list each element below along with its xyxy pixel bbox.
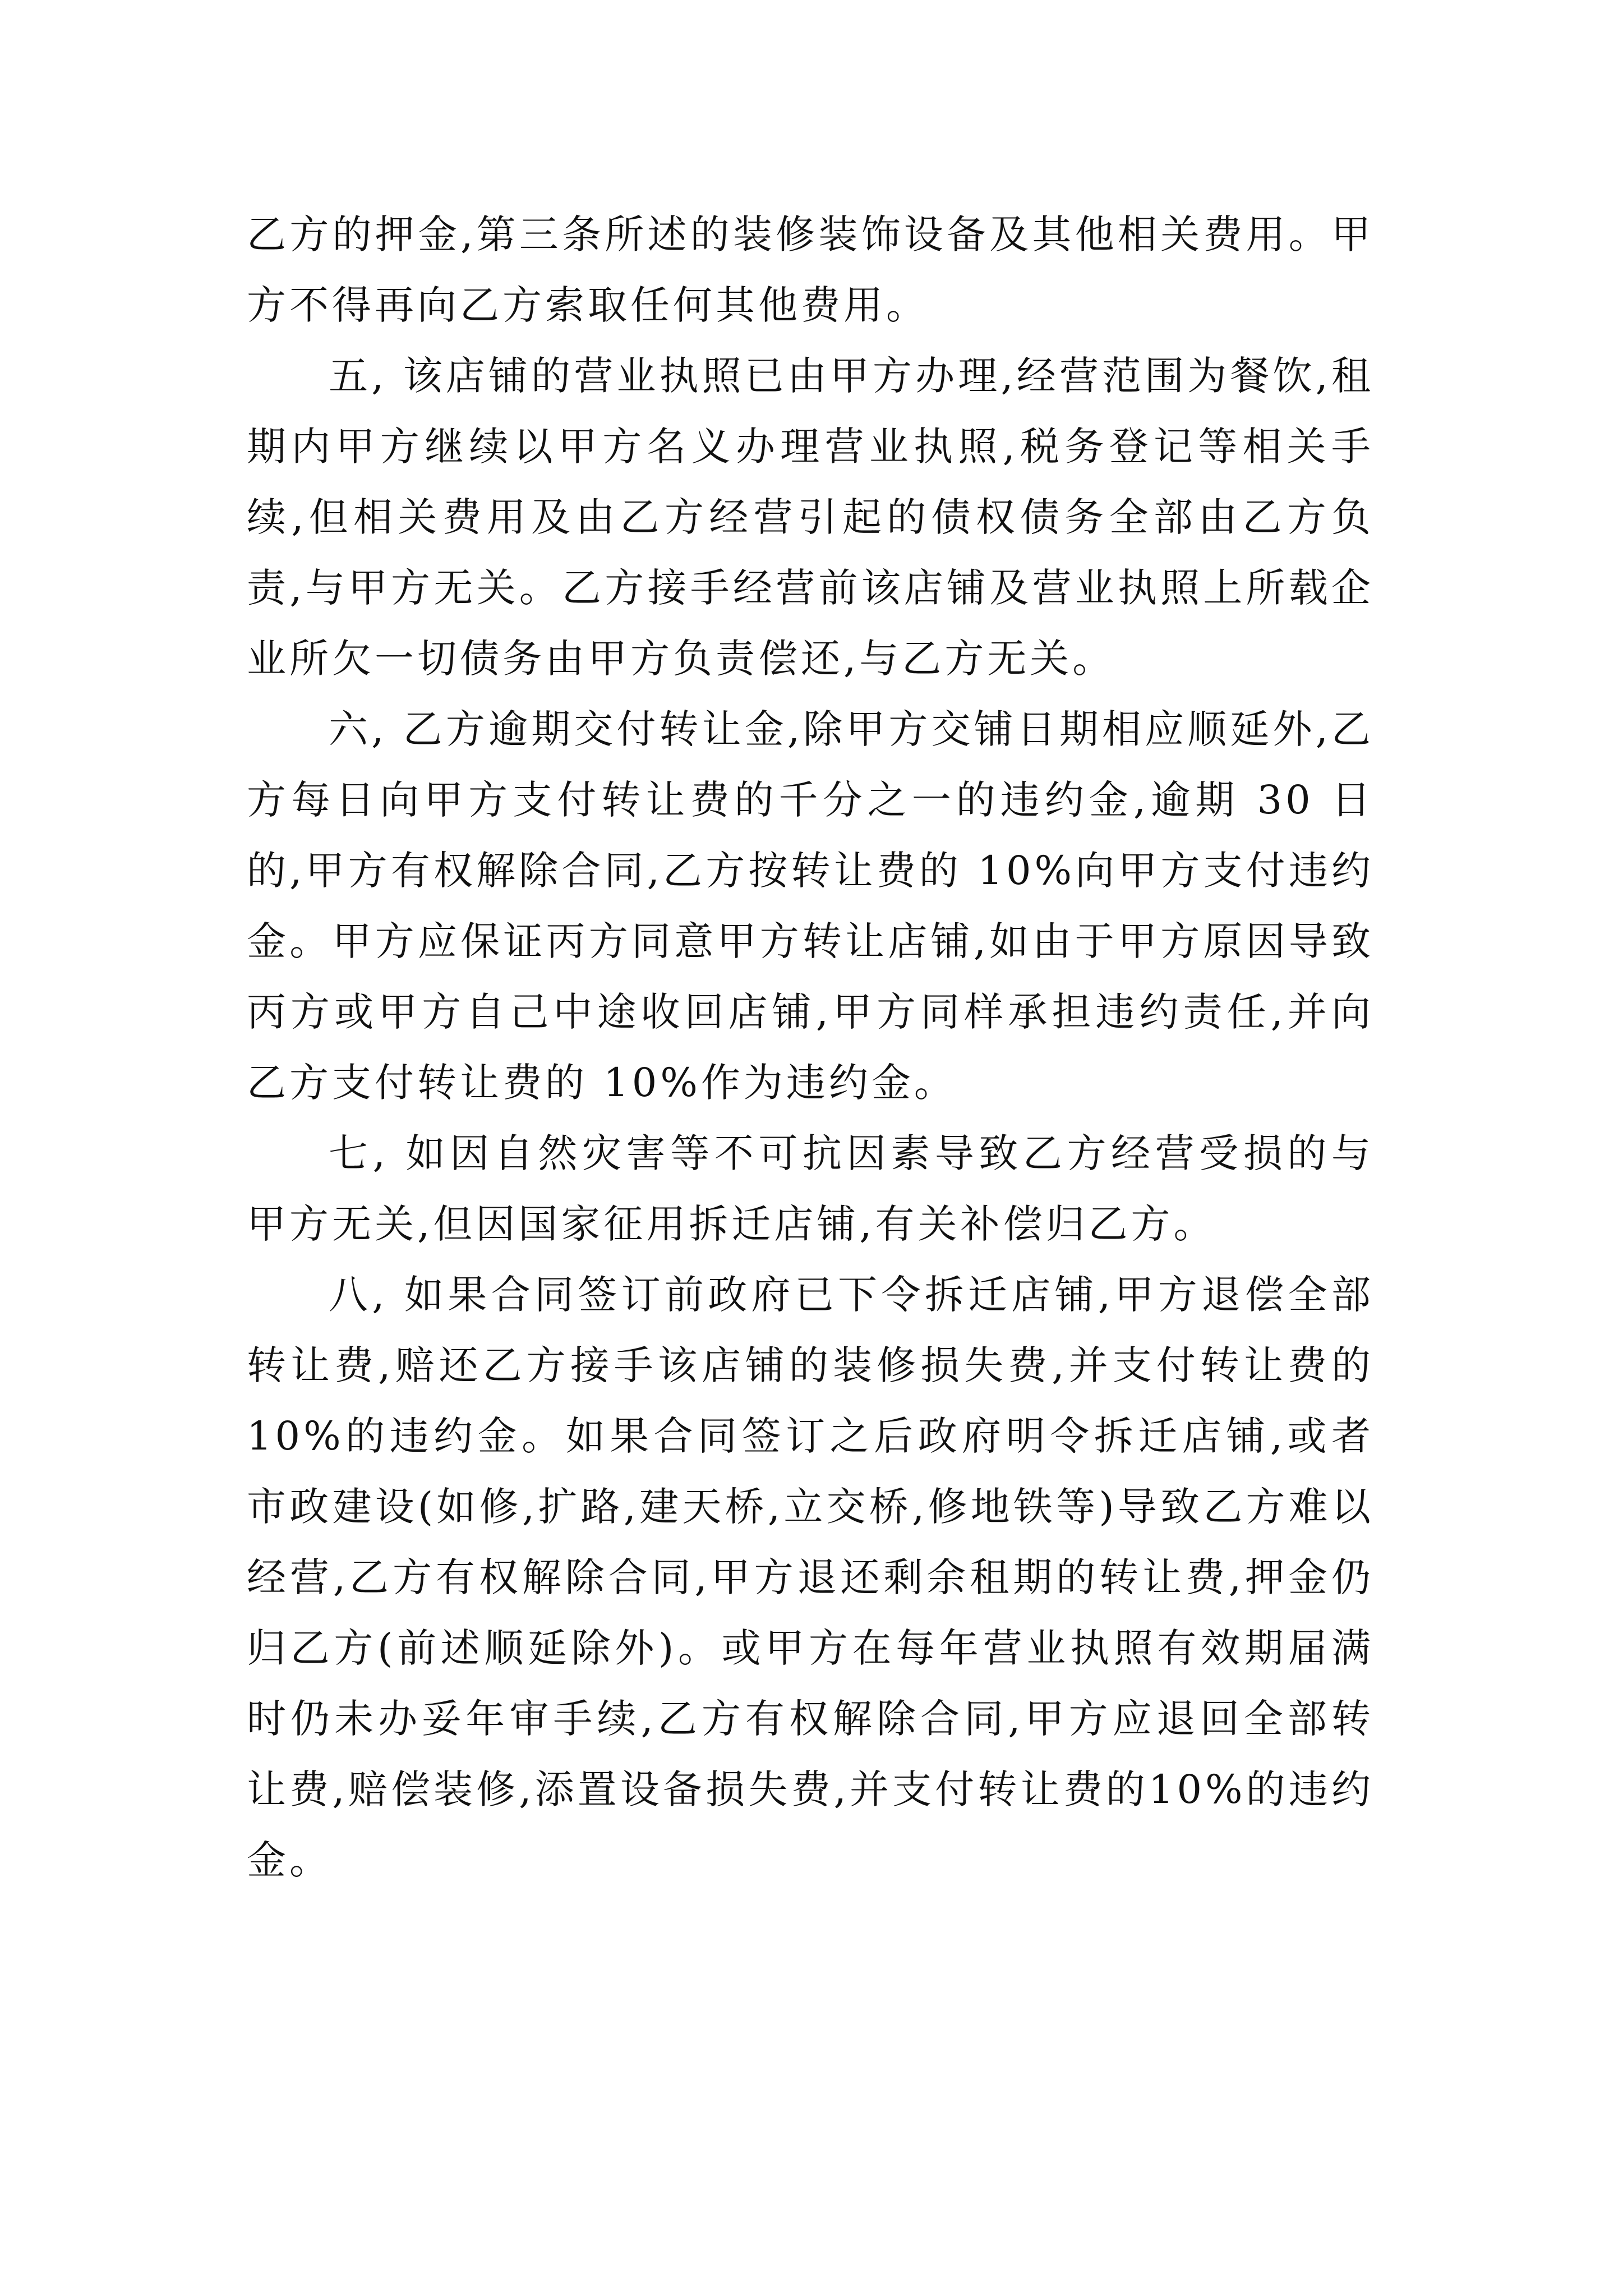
- paragraph-continuation: 乙方的押金,第三条所述的装修装饰设备及其他相关费用。甲方不得再向乙方索取任何其他费用。: [247, 211, 1374, 328]
- paragraph-clause-7: 七, 如因自然灾害等不可抗因素导致乙方经营受损的与甲方无关,但因国家征用拆迁店铺,有关补偿归乙方。: [247, 1130, 1374, 1247]
- document-body: [247, 199, 1374, 1895]
- paragraph-clause-8: 八, 如果合同签订前政府已下令拆迁店铺,甲方退偿全部转让费,赔还乙方接手该店铺的装修损失费,并支付转让费的 10%的违约金。如果合同签订之后政府明令拆迁店铺,或者市政建设(如修,扩路,建天桥,立交桥,修地铁等)导致乙方难以经营,乙方有权解除合同,甲方退还剩余租期的转让费,押金仍归乙方(前述顺延除外)。或甲方在每年营业执照有效期届满时仍未办妥年审手续,乙方有权解除合同,甲方应退回全部转让费,赔偿装修,添置设备损失费,并支付转让费的10%的违约金。: [247, 1272, 1374, 1883]
- paragraph-clause-6: 六, 乙方逾期交付转让金,除甲方交铺日期相应顺延外,乙方每日向甲方支付转让费的千分之一的违约金,逾期 30 日的,甲方有权解除合同,乙方按转让费的 10%向甲方支付违约金。甲方应保证丙方同意甲方转让店铺,如由于甲方原因导致丙方或甲方自己中途收回店铺,甲方同样承担违约责任,并向乙方支付转让费的 10%作为违约金。: [247, 706, 1374, 1106]
- paragraph-clause-5: 五, 该店铺的营业执照已由甲方办理,经营范围为餐饮,租期内甲方继续以甲方名义办理营业执照,税务登记等相关手续,但相关费用及由乙方经营引起的债权债务全部由乙方负责,与甲方无关。乙方接手经营前该店铺及营业执照上所载企业所欠一切债务由甲方负责偿还,与乙方无关。: [247, 353, 1374, 682]
